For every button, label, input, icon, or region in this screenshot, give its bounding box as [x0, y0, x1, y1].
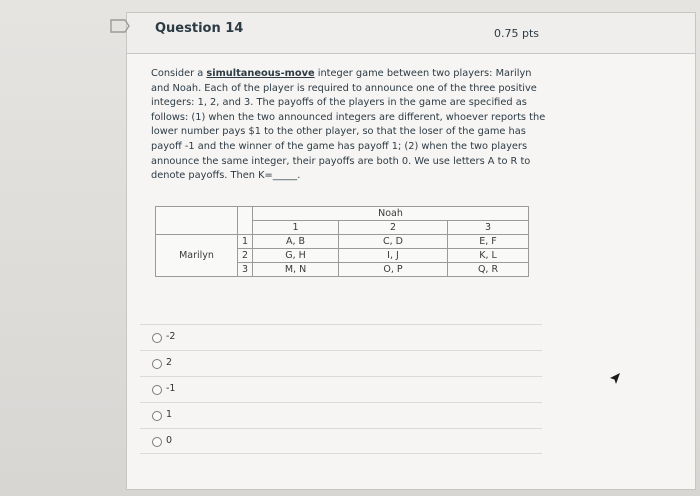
- answer-option[interactable]: [140, 428, 542, 454]
- answer-label[interactable]: -1: [166, 383, 176, 394]
- payoff-cell: Q, R: [448, 263, 529, 277]
- col-header: 3: [448, 221, 529, 235]
- answer-label[interactable]: 2: [166, 357, 173, 368]
- col-player-label: Noah: [253, 207, 529, 221]
- empty-corner-cell: [238, 207, 253, 235]
- payoff-cell: A, B: [253, 235, 339, 249]
- radio-button[interactable]: [152, 385, 162, 395]
- radio-button[interactable]: [152, 333, 162, 343]
- answer-option[interactable]: [140, 402, 542, 428]
- question-text: Consider a simultaneous-move integer game between two players: Marilyn and Noah. Each of the player is required to announce one of the three positive integers: 1, 2, and 3. The payoffs of the players in the game are specified as follows: (1) when the two announced integers are different, whoever reports the lower number pays $1 to the other player, so that the loser of the game has payoff -1 and the winner of the game has payoff 1; (2) when the two players announce the same integer, their payoffs are both 0. We use letters A to R to denote payoffs. Then K=_____.: [151, 68, 546, 182]
- payoff-cell: G, H: [253, 249, 339, 263]
- mouse-cursor-icon: [609, 372, 621, 388]
- col-header: 1: [253, 221, 339, 235]
- answer-list: [140, 324, 542, 454]
- payoff-cell: O, P: [339, 263, 448, 277]
- question-title: Question 14: [155, 21, 244, 36]
- row-header: 1: [238, 235, 253, 249]
- question-points: 0.75 pts: [494, 27, 540, 40]
- payoff-cell: E, F: [448, 235, 529, 249]
- empty-corner-cell: [156, 207, 238, 235]
- radio-button[interactable]: [152, 359, 162, 369]
- payoff-cell: M, N: [253, 263, 339, 277]
- row-header: 2: [238, 249, 253, 263]
- row-player-label: Marilyn: [156, 235, 238, 277]
- answer-label[interactable]: 0: [166, 435, 173, 446]
- col-header: 2: [339, 221, 448, 235]
- answer-label[interactable]: -2: [166, 331, 176, 342]
- payoff-matrix: [155, 206, 529, 277]
- answer-label[interactable]: 1: [166, 409, 173, 420]
- payoff-cell: K, L: [448, 249, 529, 263]
- payoff-cell: I, J: [339, 249, 448, 263]
- answer-option[interactable]: [140, 324, 542, 350]
- row-header: 3: [238, 263, 253, 277]
- question-emphasis: simultaneous-move: [206, 68, 315, 79]
- payoff-cell: C, D: [339, 235, 448, 249]
- answer-option[interactable]: [140, 350, 542, 376]
- radio-button[interactable]: [152, 437, 162, 447]
- flag-question-icon[interactable]: [110, 19, 130, 33]
- answer-option[interactable]: [140, 376, 542, 402]
- radio-button[interactable]: [152, 411, 162, 421]
